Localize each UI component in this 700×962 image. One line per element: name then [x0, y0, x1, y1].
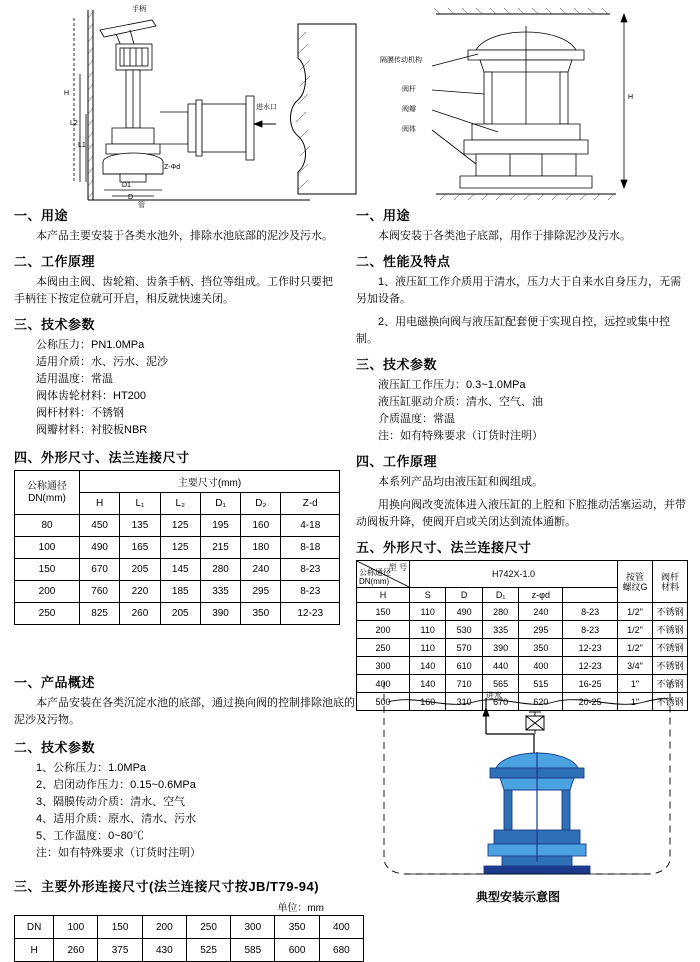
- table-cell: 335: [200, 581, 240, 603]
- right-section1-title: 一、用途: [356, 208, 411, 223]
- list-item: 注：如有特殊要求（订货时注明）: [378, 430, 543, 442]
- label-Zd: Z-Φd: [164, 164, 181, 171]
- label-handle: 手柄: [132, 6, 146, 13]
- table-cell: 1/2": [618, 603, 653, 621]
- right-section1-text: 本阀安装于各类池子底部，用作于排除泥沙及污水。: [378, 230, 631, 242]
- label-D: D: [128, 194, 134, 201]
- table-cell: 300: [231, 916, 275, 939]
- table-cell: 8-23: [563, 621, 618, 639]
- table-cell: 250: [15, 603, 80, 625]
- table-row: [357, 621, 688, 639]
- table-cell: 195: [200, 515, 240, 537]
- table-header-cell: L₂: [160, 493, 200, 515]
- list-item: 公称压力：PN1.0MPa: [36, 339, 145, 351]
- table-cell: 220: [120, 581, 160, 603]
- list-item: 介质温度：常温: [378, 413, 455, 425]
- list-item: 5、工作温度：0~80℃: [36, 830, 144, 842]
- right-section2-item1: 1、液压缸工作介质用于清水，压力大于自来水自身压力，无需另加设备。: [356, 276, 682, 305]
- table-cell: 670: [80, 559, 120, 581]
- table-cell: 100: [54, 916, 98, 939]
- table-cell: 570: [446, 639, 482, 657]
- table-cell: 450: [80, 515, 120, 537]
- table-cell: 215: [200, 537, 240, 559]
- table-cell: 125: [160, 537, 200, 559]
- table-cell: 525: [186, 939, 230, 962]
- table-row: [357, 639, 688, 657]
- table-cell: 530: [446, 621, 482, 639]
- table-cell: 610: [446, 657, 482, 675]
- table-cell: 不锈钢: [653, 675, 688, 693]
- table-cell: 不锈钢: [653, 657, 688, 675]
- table-cell: 205: [120, 559, 160, 581]
- table-cell: 150: [98, 916, 142, 939]
- table-cell: 8-23: [563, 603, 618, 621]
- diagonal-divider: [357, 561, 409, 587]
- list-item: 阀杆材料：不锈钢: [36, 407, 124, 419]
- table-cell: 375: [98, 939, 142, 962]
- table-row: [357, 603, 688, 621]
- table-cell: 260: [54, 939, 98, 962]
- table-cell: 250: [357, 639, 410, 657]
- table-cell: 295: [519, 621, 563, 639]
- list-item: 3、隔膜传动介质：清水、空气: [36, 796, 186, 808]
- installation-drawing: [376, 672, 688, 882]
- table-row: [15, 537, 340, 559]
- label-L1: L1: [78, 142, 86, 149]
- right-section2-title: 二、性能及特点: [356, 254, 451, 269]
- table-cell: 12-23: [563, 657, 618, 675]
- table-cell: 150: [357, 603, 410, 621]
- table-header-main: 主要尺寸(mm): [80, 471, 340, 493]
- bottom-section3-title: 三、主要外形连接尺寸(法兰连接尺寸按JB/T79-94): [14, 879, 320, 894]
- label-D1: D1: [122, 182, 131, 189]
- table-cell: 16-25: [563, 675, 618, 693]
- table-cell: 165: [120, 537, 160, 559]
- table-cell: 4-18: [281, 515, 340, 537]
- label-H: H: [64, 90, 70, 97]
- dn-label: 公称通径 DN(mm): [359, 568, 391, 586]
- table-cell: 110: [410, 639, 446, 657]
- right-valve-drawing: [380, 4, 670, 204]
- left-text-column: [14, 205, 340, 625]
- table-cell: 110: [410, 603, 446, 621]
- table-header-model: H742X-1.0: [410, 561, 618, 588]
- right-section3-title: 三、技术参数: [356, 357, 438, 372]
- unit-label: 单位：mm: [277, 903, 324, 914]
- table-cell: 不锈钢: [653, 639, 688, 657]
- table-cell: 8-18: [281, 537, 340, 559]
- left-section2-text: 本阀由主阀、齿轮箱、齿条手柄、挡位等组成。工作时只要把手柄往下按定位就可开启，相反就快速关闭。: [14, 276, 333, 305]
- list-item: 液压缸工作压力：0.3~1.0MPa: [378, 379, 526, 391]
- model-label: 型 号: [388, 563, 407, 572]
- table-cell: 12-23: [281, 603, 340, 625]
- bottom-text-section: [14, 672, 364, 962]
- right-section5-title: 五、外形尺寸、法兰连接尺寸: [356, 540, 532, 555]
- bottom-section2-list: [14, 760, 364, 862]
- table-cell: 310: [446, 693, 482, 711]
- list-item: 阀瓣材料：衬胶板NBR: [36, 424, 148, 436]
- left-section1-title: 一、用途: [14, 208, 69, 223]
- table-cell: 不锈钢: [653, 693, 688, 711]
- left-valve-svg: [60, 4, 360, 204]
- label-height: H: [628, 94, 634, 101]
- label-L2: L2: [70, 120, 78, 127]
- table-cell: 180: [241, 537, 281, 559]
- table-cell: 8-23: [281, 581, 340, 603]
- table-cell: 680: [319, 939, 363, 962]
- table-header-cell: L₁: [120, 493, 160, 515]
- table-cell: 145: [160, 559, 200, 581]
- right-section2-item2: 2、用电磁换向阀与液压缸配套便于实现自控，远控或集中控制。: [356, 316, 671, 345]
- table-cell: 12-23: [563, 639, 618, 657]
- right-section4-title: 四、工作原理: [356, 454, 438, 469]
- table-cell: 140: [410, 675, 446, 693]
- table-header-dn: 公称通径 DN(mm): [15, 471, 80, 515]
- table-cell: DN: [15, 916, 54, 939]
- table-cell: 490: [80, 537, 120, 559]
- list-item: 4、适用介质：原水、清水、污水: [36, 813, 197, 825]
- list-item: 1、公称压力：1.0MPa: [36, 762, 147, 774]
- label-pipe: 管: [138, 202, 145, 209]
- list-item: 适用温度：常温: [36, 373, 113, 385]
- list-item: 2、启闭动作压力：0.15~0.6MPa: [36, 779, 196, 791]
- table-cell: 240: [241, 559, 281, 581]
- table-header-cell: z-φd: [519, 588, 563, 603]
- table-header-cell: D₁: [482, 588, 518, 603]
- table-cell: 240: [519, 603, 563, 621]
- table-cell: 350: [275, 916, 319, 939]
- table-cell: 390: [200, 603, 240, 625]
- left-section3-title: 三、技术参数: [14, 317, 96, 332]
- table-cell: 110: [410, 621, 446, 639]
- table-row: [15, 603, 340, 625]
- table-cell: 150: [15, 559, 80, 581]
- table-cell: 1/2": [618, 639, 653, 657]
- table-cell: 125: [160, 515, 200, 537]
- table-header-cell: D₂: [241, 493, 281, 515]
- right-section4-text2: 用换向阀改变流体进入液压缸的上腔和下腔推动活塞运动，并带动阀板升降，使阀开启或关闭达到流体通断。: [356, 499, 686, 528]
- table-cell: 160: [410, 693, 446, 711]
- table-cell: 140: [410, 657, 446, 675]
- table-header-thread: 按管 螺纹G: [618, 561, 653, 603]
- bottom-section1-text: 本产品安装在各类沉淀水池的底部，通过换向阀的控制排除池底的泥沙及污物。: [14, 697, 355, 726]
- table-cell: 430: [142, 939, 186, 962]
- table-cell: 440: [482, 657, 518, 675]
- table-row: [15, 515, 340, 537]
- table-cell: 1": [618, 675, 653, 693]
- list-item: 液压缸驱动介质：清水、空气、油: [378, 396, 543, 408]
- right-section3-list: [356, 377, 688, 445]
- table-cell: 670: [482, 693, 518, 711]
- bottom-section2-title: 二、技术参数: [14, 740, 96, 755]
- table-cell: 200: [357, 621, 410, 639]
- table-row: [15, 581, 340, 603]
- installation-caption: 典型安装示意图: [476, 890, 561, 904]
- table-cell: 280: [482, 603, 518, 621]
- table-header-cell: Z-d: [281, 493, 340, 515]
- table-row: [15, 939, 364, 962]
- table-cell: 400: [519, 657, 563, 675]
- table-cell: 825: [80, 603, 120, 625]
- table-cell: 490: [446, 603, 482, 621]
- table-cell: 620: [519, 693, 563, 711]
- bottom-dimension-table: [14, 915, 364, 962]
- table-cell: 350: [241, 603, 281, 625]
- left-dimension-table: [14, 470, 340, 625]
- table-header-cell: H: [80, 493, 120, 515]
- table-cell: 不锈钢: [653, 603, 688, 621]
- table-cell: 350: [519, 639, 563, 657]
- table-header-stem: 阀杆 材料: [653, 561, 688, 603]
- table-cell: H: [15, 939, 54, 962]
- table-cell: 390: [482, 639, 518, 657]
- table-cell: 20-25: [563, 693, 618, 711]
- table-cell: 1": [618, 693, 653, 711]
- left-section4-title: 四、外形尺寸、法兰连接尺寸: [14, 450, 190, 465]
- label-inlet-bottom: 进水: [486, 691, 502, 700]
- table-cell: 585: [231, 939, 275, 962]
- table-cell: 300: [357, 657, 410, 675]
- table-cell: 185: [160, 581, 200, 603]
- table-header-cell: S: [410, 588, 446, 603]
- table-cell: 260: [120, 603, 160, 625]
- label-disc: 阀瓣: [402, 106, 416, 113]
- label-stem: 阀杆: [402, 86, 416, 93]
- table-cell: 565: [482, 675, 518, 693]
- table-cell: 160: [241, 515, 281, 537]
- table-cell: 不锈钢: [653, 621, 688, 639]
- table-cell: 3/4": [618, 657, 653, 675]
- table-header-cell: D₁: [200, 493, 240, 515]
- left-section2-title: 二、工作原理: [14, 254, 96, 269]
- table-cell: 250: [186, 916, 230, 939]
- table-cell: 135: [120, 515, 160, 537]
- left-section3-list: [14, 337, 340, 439]
- table-cell: 200: [15, 581, 80, 603]
- table-cell: 710: [446, 675, 482, 693]
- table-cell: 1/2": [618, 621, 653, 639]
- table-row: [15, 559, 340, 581]
- table-cell: 600: [275, 939, 319, 962]
- label-inlet: 进水口: [256, 104, 277, 111]
- right-valve-svg: [380, 4, 670, 204]
- table-cell: 205: [160, 603, 200, 625]
- table-header-cell: H: [357, 588, 410, 603]
- left-section1-text: 本产品主要安装于各类水池外，排除水池底部的泥沙及污水。: [36, 230, 333, 242]
- bottom-section1-title: 一、产品概述: [14, 675, 96, 690]
- table-row: [15, 916, 364, 939]
- table-cell: 8-23: [281, 559, 340, 581]
- table-cell: 500: [357, 693, 410, 711]
- table-cell: 280: [200, 559, 240, 581]
- left-valve-drawing: [60, 4, 360, 209]
- table-cell: 335: [482, 621, 518, 639]
- table-cell: 295: [241, 581, 281, 603]
- table-cell: 200: [142, 916, 186, 939]
- table-cell: 400: [357, 675, 410, 693]
- list-item: 注：如有特殊要求（订货时注明）: [36, 847, 201, 859]
- right-text-column: [356, 205, 688, 711]
- right-section4-text: 本系列产品均由液压缸和阀组成。: [378, 476, 543, 488]
- table-cell: 760: [80, 581, 120, 603]
- table-cell: 100: [15, 537, 80, 559]
- table-header-cell: D: [446, 588, 482, 603]
- list-item: 阀体齿轮材料：HT200: [36, 390, 147, 402]
- table-cell: 515: [519, 675, 563, 693]
- label-diaphragm: 隔膜传动机构: [380, 57, 422, 64]
- list-item: 适用介质：水、污水、泥沙: [36, 356, 168, 368]
- label-body: 阀体: [402, 126, 416, 133]
- table-cell: 400: [319, 916, 363, 939]
- table-header-model-dn: [357, 561, 410, 588]
- table-cell: 80: [15, 515, 80, 537]
- installation-svg: [376, 672, 688, 882]
